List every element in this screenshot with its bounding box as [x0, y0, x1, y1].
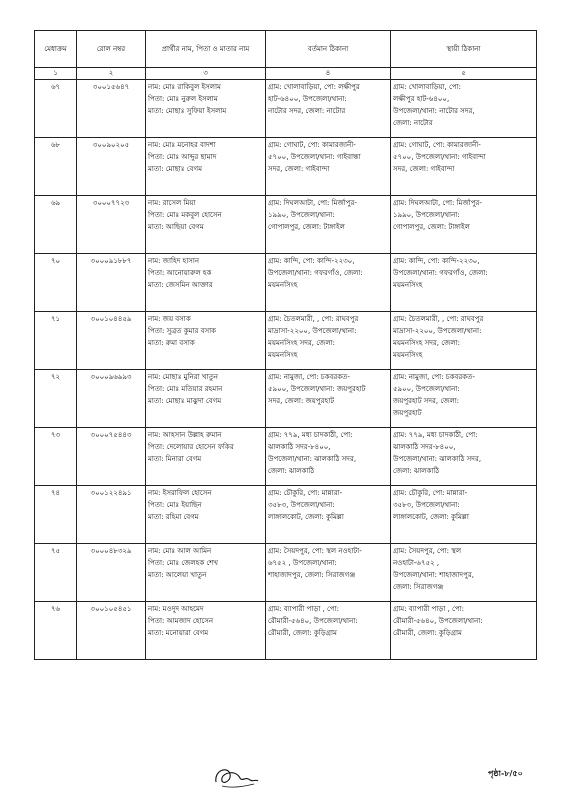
column-number: ২	[77, 68, 146, 80]
permanent-address-cell-line: ঝালকাঠি সদর-৮৪০০,	[393, 443, 456, 451]
permanent-address-cell	[391, 138, 537, 196]
name-cell-line: পিতা: আমজাদ হোসেন	[148, 617, 214, 625]
name-cell-line: মাতা: মিনারা বেগম	[148, 455, 202, 463]
present-address-cell-line: গোপালপুর, জেলা: টাঙ্গাইল	[268, 223, 345, 231]
permanent-address-cell-line: লক্ষীপুর হাট-৬৪০০,	[393, 95, 450, 103]
present-address-cell	[266, 196, 391, 254]
name-cell-line: পিতা: আনোয়ারুল হক	[148, 269, 212, 277]
present-address-cell	[266, 138, 391, 196]
permanent-address-cell-line: মাদ্রাসা-২২০০, উপজেলা/থানা:	[393, 327, 482, 335]
name-cell	[146, 544, 266, 602]
permanent-address-cell-line: জয়পুরহাট সদর, জেলা:	[393, 397, 460, 405]
permanent-address-cell-line: নওহাটা-৬৭৫২ ,	[393, 559, 440, 567]
permanent-address-cell-line: জেলা: ঝালকাঠি	[393, 467, 440, 475]
present-address-cell-line: রৌমারী-৫৬৪০, উপজেলা/থানা:	[268, 617, 358, 625]
roll-cell: ৩০০১২২৪৯১	[77, 486, 146, 544]
present-address-cell-line: গ্রাম: খোলাবাড়িয়া, পো: লক্ষীপুর	[268, 83, 360, 91]
present-address-cell-line: হাট-৬৪০০, উপজেলা/থানা:	[268, 95, 347, 103]
present-address-cell-line: গ্রাম: কান্দি, পো: কান্দি-২২৩০,	[268, 257, 355, 265]
permanent-address-cell-line: ৫৯০০, উপজেলা/থানা:	[393, 385, 460, 393]
present-address-cell	[266, 428, 391, 486]
present-address-cell-line: শাহাজাদপুর, জেলা: সিরাজগঞ্জ	[268, 571, 356, 579]
roll-cell: ৩০০০৪৮৩২৯	[77, 544, 146, 602]
name-cell-line: পিতা: সুব্রত কুমার বসাক	[148, 327, 217, 335]
present-address-cell-line: জেলা: ঝালকাঠি	[268, 467, 315, 475]
name-cell	[146, 370, 266, 428]
permanent-address-cell	[391, 544, 537, 602]
serial-cell: ৬৭	[35, 80, 77, 138]
header-row	[35, 31, 537, 68]
permanent-address-cell-line: গ্রাম: সৈয়দপুর, পো: স্থল	[393, 547, 462, 555]
name-cell-line: মাতা: মনোয়ারা বেগম	[148, 629, 209, 637]
permanent-address-cell	[391, 370, 537, 428]
permanent-address-cell-line: গ্রাম: গোঘাট, পো: কামারজানী-	[393, 141, 481, 149]
name-cell-line: পিতা: মোঃ মকবুল হোসেন	[148, 211, 222, 219]
present-address-cell-line: রৌমারী, জেলা: কুড়িগ্রাম	[268, 629, 337, 637]
permanent-address-cell-line: গ্রাম: চৌকুরি, পো: মান্নারা-	[393, 489, 468, 497]
name-cell-line: পিতা: মোঃ নুরুল ইসলাম	[148, 95, 218, 103]
name-cell-line: মাতা: আছিয়া বেগম	[148, 223, 204, 231]
name-cell-line: পিতা: মোঃ মতিয়ার রহমান	[148, 385, 223, 393]
name-cell-line: নাম: মোঃ রাকিবুল ইসলাম	[148, 83, 221, 91]
present-address-cell-line: ১৯৯০, উপজেলা/থানা:	[268, 211, 335, 219]
table-row	[35, 80, 537, 138]
merit-list-table	[34, 30, 537, 660]
permanent-address-cell	[391, 486, 537, 544]
header-name: প্রার্থীর নাম, পিতা ও মাতার নাম	[146, 31, 266, 68]
name-cell	[146, 602, 266, 660]
present-address-cell-line: ৫৭০০, উপজেলা/থানা: গাইবান্ধা	[268, 153, 361, 161]
name-cell-line: মাতা: জেসমিন আক্তার	[148, 281, 213, 289]
permanent-address-cell-line: গ্রাম: ব্যাপারী পাড়া , পো:	[393, 605, 465, 613]
roll-cell: ৩০০১০৫৪৫১	[77, 602, 146, 660]
column-number: ৪	[266, 68, 391, 80]
roll-cell: ৩০০১৫৬৪৭	[77, 80, 146, 138]
serial-cell: ৭৫	[35, 544, 77, 602]
name-cell-line: নাম: রাসেল মিয়া	[148, 199, 196, 207]
permanent-address-cell-line: জেলা: সিরাজগঞ্জ	[393, 583, 444, 591]
roll-cell: ৩০০০৭৫৪৪৩	[77, 428, 146, 486]
present-address-cell-line: গ্রাম: নামুজা, পো: চকবরকত-	[268, 373, 350, 381]
permanent-address-cell-line: রৌমারী-৫৬৪০, উপজেলা/থানা:	[393, 617, 483, 625]
table-row	[35, 254, 537, 312]
serial-cell: ৭০	[35, 254, 77, 312]
header-serial: মেধাক্রম	[35, 31, 77, 68]
permanent-address-cell-line: রৌমারী, জেলা: কুড়িগ্রাম	[393, 629, 462, 637]
permanent-address-cell	[391, 196, 537, 254]
table-row	[35, 602, 537, 660]
permanent-address-cell-line: উপজেলা/থানা: ঝালকাঠি সদর,	[393, 455, 482, 463]
present-address-cell-line: গ্রাম: দিঘলআটা, পো: মির্জাপুর-	[268, 199, 357, 207]
serial-cell: ৬৯	[35, 196, 77, 254]
permanent-address-cell-line: ৩৫৮৩, উপজেলা/থানা:	[393, 501, 460, 509]
table-row	[35, 486, 537, 544]
present-address-cell-line: গ্রাম: সৈয়দপুর, পো: স্থল নওহাটা-	[268, 547, 362, 555]
serial-cell: ৭১	[35, 312, 77, 370]
serial-cell: ৭৬	[35, 602, 77, 660]
table-row	[35, 138, 537, 196]
name-cell	[146, 486, 266, 544]
name-cell-line: নাম: আহসান উল্লাহ রুমান	[148, 431, 222, 439]
name-cell-line: পিতা: মোঃ জেলহক শেখ	[148, 559, 219, 567]
present-address-cell-line: ময়মনসিংহ	[268, 351, 298, 359]
column-number: ৫	[391, 68, 537, 80]
permanent-address-cell-line: ১৯৯০, উপজেলা/থানা:	[393, 211, 460, 219]
name-cell-line: নাম: মোঃ আল আমিন	[148, 547, 212, 555]
name-cell-line: নাম: জয় বসাক	[148, 315, 191, 323]
present-address-cell-line: গ্রাম: চৌকুরি, পো: মান্নারা-	[268, 489, 343, 497]
name-cell-line: মাতা: রুমা বসাক	[148, 339, 195, 347]
name-cell-line: পিতা: দেলোয়ার হোসেন ফকির	[148, 443, 234, 451]
present-address-cell-line: সদর, জেলা: জয়পুরহাট	[268, 397, 335, 405]
present-address-cell-line: ময়মনসিংহ	[268, 281, 298, 289]
present-address-cell	[266, 254, 391, 312]
name-cell	[146, 254, 266, 312]
name-cell	[146, 428, 266, 486]
present-address-cell	[266, 544, 391, 602]
permanent-address-cell-line: গ্রাম: কান্দি, পো: কান্দি-২২৩০,	[393, 257, 480, 265]
present-address-cell	[266, 486, 391, 544]
serial-cell: ৭৪	[35, 486, 77, 544]
present-address-cell-line: উপজেলা/থানা: গফরগাঁও, জেলা:	[268, 269, 363, 277]
page-number: পৃষ্ঠা-৮/৫০	[488, 769, 523, 778]
permanent-address-cell-line: জয়পুরহাট	[393, 409, 422, 417]
permanent-address-cell-line: জেলা: নাটোর	[393, 119, 433, 127]
column-number: ১	[35, 68, 77, 80]
permanent-address-cell-line: সদর, জেলা: গাইবান্দা	[393, 165, 455, 173]
table-row	[35, 312, 537, 370]
permanent-address-cell-line: ৫৭০০, উপজেলা/থানা: গাইবান্দা	[393, 153, 486, 161]
roll-cell: ৩০০০৯১৮৮৭	[77, 254, 146, 312]
column-number: ৩	[146, 68, 266, 80]
present-address-cell-line: গ্রাম: চৈতলমারী, , পো: রাঘবপুর	[268, 315, 359, 323]
table-row	[35, 370, 537, 428]
serial-cell: ৬৮	[35, 138, 77, 196]
permanent-address-cell-line: গ্রাম: খোলাবাড়িয়া, পো:	[393, 83, 461, 91]
present-address-cell-line: গ্রাম: ব্যাপারী পাড়া , পো:	[268, 605, 340, 613]
permanent-address-cell	[391, 80, 537, 138]
present-address-cell	[266, 80, 391, 138]
present-address-cell	[266, 602, 391, 660]
name-cell	[146, 312, 266, 370]
header-permanent-address: স্থায়ী ঠিকানা	[391, 31, 537, 68]
column-number-row	[35, 68, 537, 80]
roll-cell: ৩০০৯০২০৫	[77, 138, 146, 196]
present-address-cell-line: ঝালকাঠি সদর-৮৪০০,	[268, 443, 331, 451]
name-cell-line: মাতা: রহিমা বেগম	[148, 513, 199, 521]
name-cell-line: নাম: জাহিদ হাসান	[148, 257, 200, 265]
header-present-address: বর্তমান ঠিকানা	[266, 31, 391, 68]
roll-cell: ৩০০০৭৭২৩	[77, 196, 146, 254]
present-address-cell-line: লাঙ্গালকোট, জেলা: কুমিল্লা	[268, 513, 344, 521]
roll-cell: ৩০০০৯৬৯৯৩	[77, 370, 146, 428]
serial-cell: ৭২	[35, 370, 77, 428]
name-cell-line: নাম: মোঃ মনোহর বাদশা	[148, 141, 216, 149]
permanent-address-cell	[391, 602, 537, 660]
present-address-cell-line: গ্রাম: ৭৭৯, মধ্য চাদকাঠী, পো:	[268, 431, 353, 439]
permanent-address-cell-line: উপজেলা/থানা: শাহাজাদপুর,	[393, 571, 474, 579]
permanent-address-cell-line: লাঙ্গালকোট, জেলা: কুমিল্লা	[393, 513, 469, 521]
permanent-address-cell	[391, 312, 537, 370]
present-address-cell	[266, 370, 391, 428]
table-row	[35, 196, 537, 254]
permanent-address-cell	[391, 428, 537, 486]
name-cell-line: নাম: ইসরাফিল হোসেন	[148, 489, 212, 497]
permanent-address-cell-line: ময়মনসিংহ সদর, জেলা:	[393, 339, 460, 347]
permanent-address-cell-line: গ্রাম: চৈতলমারী, , পো: রাঘবপুর	[393, 315, 484, 323]
present-address-cell-line: ময়মনসিংহ সদর, জেলা:	[268, 339, 335, 347]
name-cell-line: পিতা: মোঃ ইয়াছিন	[148, 501, 202, 509]
table-row	[35, 544, 537, 602]
permanent-address-cell-line: গ্রাম: দিঘলআটা, পো: মির্জাপুর-	[393, 199, 482, 207]
present-address-cell-line: নাটোর সদর, জেলা: নাটোর	[268, 107, 346, 115]
table-body	[35, 80, 537, 660]
name-cell-line: মাতা: আলেয়া খাতুন	[148, 571, 207, 579]
present-address-cell-line: ৫৯০০, উপজেলা/থানা: জয়পুরহাট	[268, 385, 366, 393]
name-cell-line: মাতা: মোছাঃ সুফিয়া ইসলাম	[148, 107, 227, 115]
roll-cell: ৩০০১০৪৪৫৯	[77, 312, 146, 370]
present-address-cell-line: ৩৫৮৩, উপজেলা/থানা:	[268, 501, 335, 509]
name-cell-line: মাতা: মোছাঃ বেগম	[148, 165, 202, 173]
permanent-address-cell-line: গ্রাম: নামুজা, পো: চকবরকত-	[393, 373, 475, 381]
name-cell-line: পিতা: মোঃ আব্দুর ছামাদ	[148, 153, 217, 161]
name-cell-line: নাম: মোছাঃ মুনিরা খাতুন	[148, 373, 218, 381]
present-address-cell-line: ৬৭৫২ , উপজেলা/থানা:	[268, 559, 337, 567]
permanent-address-cell-line: ময়মনসিংহ	[393, 351, 423, 359]
permanent-address-cell-line: গ্রাম: ৭৭৯, মধ্য চাদকাঠী, পো:	[393, 431, 478, 439]
present-address-cell-line: সদর, জেলা: গাইবান্দা	[268, 165, 330, 173]
permanent-address-cell-line: ময়মনসিংহ	[393, 281, 423, 289]
permanent-address-cell-line: উপজেলা/থানা: নাটোর সদর,	[393, 107, 475, 115]
table-row	[35, 428, 537, 486]
signature	[210, 762, 262, 792]
serial-cell: ৭৩	[35, 428, 77, 486]
present-address-cell	[266, 312, 391, 370]
header-roll: রোল নম্বর	[77, 31, 146, 68]
name-cell	[146, 80, 266, 138]
name-cell-line: নাম: মওদুদ আহমেদ	[148, 605, 204, 613]
present-address-cell-line: মাদ্রাসা-২২০০, উপজেলা/থানা:	[268, 327, 357, 335]
name-cell-line: মাতা: মোছাঃ মাঝুদা বেগম	[148, 397, 222, 405]
permanent-address-cell	[391, 254, 537, 312]
permanent-address-cell-line: উপজেলা/থানা: গফরগাঁও, জেলা:	[393, 269, 488, 277]
present-address-cell-line: উপজেলা/থানা: ঝালকাঠি সদর,	[268, 455, 357, 463]
name-cell	[146, 138, 266, 196]
name-cell	[146, 196, 266, 254]
present-address-cell-line: গ্রাম: গোঘাট, পো: কামারজানী-	[268, 141, 356, 149]
permanent-address-cell-line: গোপালপুর, জেলা: টাঙ্গাইল	[393, 223, 470, 231]
